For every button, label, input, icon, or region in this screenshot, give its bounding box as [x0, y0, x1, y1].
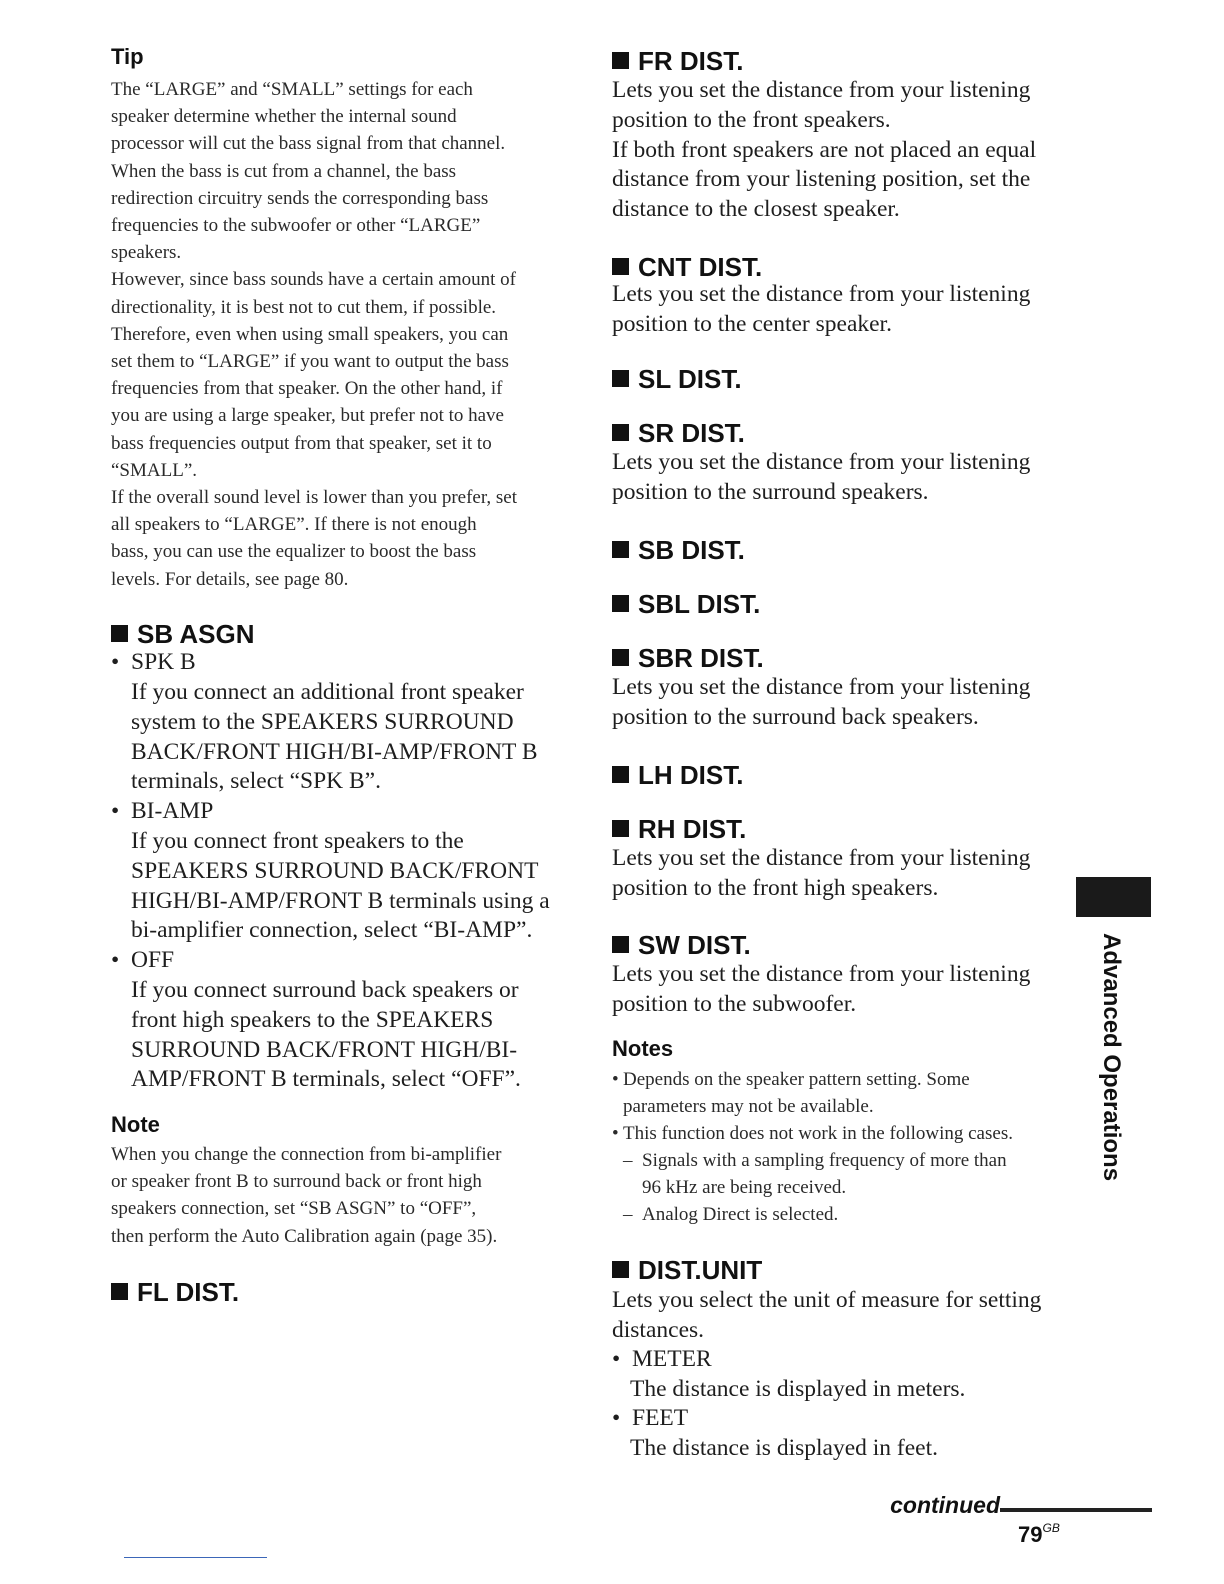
tip-line: frequencies to the subwoofer or other “LARGE” — [111, 215, 481, 237]
option-label: FEET — [632, 1405, 689, 1431]
sr-dist-body: Lets you set the distance from your listening position to the surround speakers. — [612, 449, 1031, 505]
option-label: SPK B — [131, 649, 196, 675]
tip-heading: Tip — [111, 44, 144, 69]
square-bullet-icon — [612, 649, 629, 666]
sbl-dist-heading: SBL DIST. — [612, 589, 760, 619]
tip-line: redirection circuitry sends the corresponding bass — [111, 187, 489, 209]
lh-dist-heading: LH DIST. — [612, 760, 743, 790]
tip-line: levels. For details, see page 80. — [111, 568, 349, 590]
square-bullet-icon — [111, 625, 128, 642]
section-tab-marker — [1076, 877, 1151, 917]
tip-line: However, since bass sounds have a certain amount of — [111, 269, 516, 291]
square-bullet-icon — [612, 541, 629, 558]
square-bullet-icon — [111, 1283, 128, 1300]
sbr-dist-body: Lets you set the distance from your listening position to the surround back speakers. — [612, 674, 1031, 730]
bottom-rule — [124, 1557, 267, 1558]
rh-dist-heading: RH DIST. — [612, 814, 746, 844]
continued-line — [1000, 1508, 1152, 1512]
bullet-icon: • — [612, 1123, 619, 1144]
section-tab-label: Advanced Operations — [1098, 933, 1125, 1182]
option-label: OFF — [131, 947, 175, 973]
sbr-dist-heading: SBR DIST. — [612, 643, 764, 673]
tip-line: all speakers to “LARGE”. If there is not enough — [111, 514, 477, 536]
sl-dist-heading: SL DIST. — [612, 364, 742, 394]
sw-dist-heading: SW DIST. — [612, 930, 751, 960]
biamp-desc: If you connect front speakers to the SPEAKERS SURROUND BACK/FRONT HIGH/BI-AMP/FRONT B terminals using a bi-amplifier connection, select “BI-AMP”. — [131, 828, 550, 944]
tip-line: bass, you can use the equalizer to boost the bass — [111, 541, 477, 563]
sw-dist-body: Lets you set the distance from your listening position to the subwoofer. — [612, 961, 1031, 1017]
dist-unit-heading: DIST.UNIT — [612, 1255, 762, 1285]
square-bullet-icon — [612, 52, 629, 69]
off-desc: If you connect surround back speakers or front high speakers to the SPEAKERS SURROUND BACK/FRONT HIGH/BI- AMP/FRONT B terminals, select “OFF”. — [131, 977, 521, 1093]
tip-line: If the overall sound level is lower than you prefer, set — [111, 487, 518, 509]
bullet-icon: • — [111, 649, 120, 675]
tip-line: speaker determine whether the internal sound — [111, 106, 457, 128]
meter-desc: The distance is displayed in meters. — [630, 1376, 966, 1402]
note-heading: Note — [111, 1112, 160, 1137]
tip-line: you are using a large speaker, but prefer not to have — [111, 405, 504, 427]
note-body: When you change the connection from bi-amplifier or speaker front B to surround back or front high speakers connection, set “SB ASGN” to “OFF”, then perform the Auto Calibration again (page 35). — [111, 1144, 502, 1247]
dash-icon: – — [623, 1150, 633, 1171]
tip-line: directionality, it is best not to cut them, if possible. — [111, 296, 497, 318]
square-bullet-icon — [612, 766, 629, 783]
tip-line: “SMALL”. — [111, 459, 198, 481]
tip-line: bass frequencies output from that speaker, set it to — [111, 432, 492, 454]
continued-label: continued — [890, 1492, 1000, 1518]
square-bullet-icon — [612, 595, 629, 612]
square-bullet-icon — [612, 424, 629, 441]
dash-icon: – — [623, 1204, 633, 1225]
bullet-icon: • — [111, 947, 120, 973]
tip-line: Therefore, even when using small speakers, you can — [111, 323, 509, 345]
tip-line: frequencies from that speaker. On the other hand, if — [111, 378, 503, 400]
spkb-desc: If you connect an additional front speaker system to the SPEAKERS SURROUND BACK/FRONT HIGH/BI-AMP/FRONT B terminals, select “SPK B”. — [131, 679, 538, 795]
tip-line: The “LARGE” and “SMALL” settings for each — [111, 79, 473, 100]
fl-dist-heading: FL DIST. — [111, 1277, 239, 1307]
bullet-icon: • — [612, 1405, 621, 1431]
bullet-icon: • — [612, 1346, 621, 1372]
square-bullet-icon — [612, 936, 629, 953]
option-label: METER — [632, 1346, 712, 1372]
bullet-icon: • — [111, 798, 120, 824]
tip-line: processor will cut the bass signal from that channel. — [111, 133, 506, 155]
square-bullet-icon — [612, 1261, 629, 1278]
fr-dist-body: Lets you set the distance from your listening position to the front speakers. If both front speakers are not placed an equal distance from your listening position, set the distance to the closest speaker. — [612, 77, 1037, 223]
fr-dist-heading: FR DIST. — [612, 46, 743, 76]
continued-marker — [880, 1492, 1152, 1522]
feet-desc: The distance is displayed in feet. — [630, 1435, 939, 1461]
tip-line: speakers. — [111, 242, 182, 264]
square-bullet-icon — [612, 258, 629, 275]
tip-body — [111, 76, 517, 593]
page-number: $79^{GB}$ — [1018, 1521, 1060, 1547]
dist-unit-body: Lets you select the unit of measure for setting distances. — [612, 1287, 1042, 1343]
cnt-dist-body: Lets you set the distance from your listening position to the center speaker. — [612, 281, 1031, 337]
rh-dist-body: Lets you set the distance from your listening position to the front high speakers. — [612, 845, 1031, 901]
square-bullet-icon — [612, 820, 629, 837]
tip-line: set them to “LARGE” if you want to output the bass — [111, 351, 509, 373]
tip-line: When the bass is cut from a channel, the bass — [111, 160, 457, 182]
option-label: BI-AMP — [131, 798, 214, 824]
cnt-dist-heading: CNT DIST. — [612, 252, 762, 282]
sb-dist-heading: SB DIST. — [612, 535, 745, 565]
square-bullet-icon — [612, 370, 629, 387]
page-suffix: GB — [1042, 1521, 1060, 1535]
bullet-icon: • — [612, 1069, 619, 1090]
sr-dist-heading: SR DIST. — [612, 418, 745, 448]
sb-asgn-heading: SB ASGN — [111, 619, 255, 649]
notes-heading: Notes — [612, 1036, 674, 1061]
